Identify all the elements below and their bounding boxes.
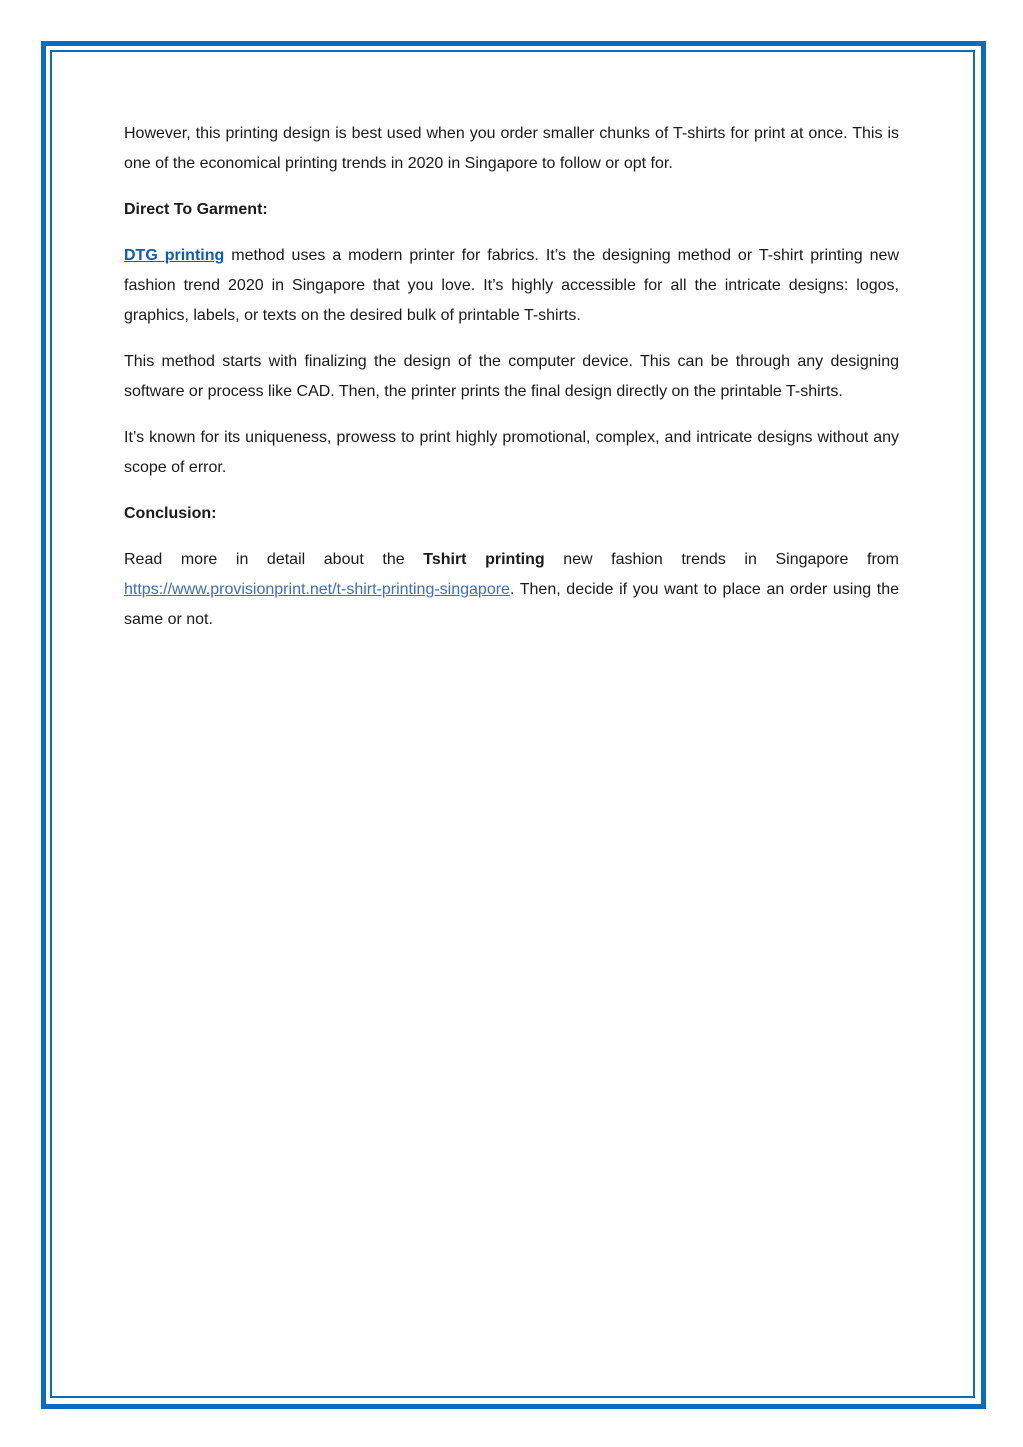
heading-conclusion: Conclusion: bbox=[124, 505, 217, 522]
dtg-printing-link[interactable]: DTG printing bbox=[124, 247, 225, 264]
provisionprint-url-link[interactable]: https://www.provisionprint.net/t-shirt-printing-singapore bbox=[124, 581, 510, 598]
heading-direct-to-garment: Direct To Garment: bbox=[124, 201, 268, 218]
paragraph-dtg-method bbox=[124, 241, 899, 331]
paragraph-conclusion bbox=[124, 545, 899, 635]
paragraph-method-process: This method starts with finalizing the design of the computer device. This can be through any designing software or process like CAD. Then, the printer prints the final design directly on the printable T-shirts. bbox=[124, 353, 899, 400]
paragraph-uniqueness: It’s known for its uniqueness, prowess to print highly promotional, complex, and intricate designs without any scope of error. bbox=[124, 429, 899, 476]
conclusion-text-end: . Then, decide if you want to place an order using the same or not. bbox=[124, 581, 899, 628]
tshirt-printing-bold: Tshirt printing bbox=[423, 551, 545, 568]
document-body bbox=[124, 119, 899, 651]
paragraph-printing-design: However, this printing design is best used when you order smaller chunks of T-shirts for print at once. This is one of the economical printing trends in 2020 in Singapore to follow or opt for. bbox=[124, 125, 899, 172]
conclusion-text-start: Read more in detail about the bbox=[124, 551, 424, 568]
paragraph-dtg-method-text: method uses a modern printer for fabrics. It’s the designing method or T-shirt printing new fashion trend 2020 in Singapore that you love. It’s highly accessible for all the intricate designs: logos, graphics, labels, or texts on the desired bulk of printable T-shirts. bbox=[124, 247, 900, 324]
conclusion-text-mid: new fashion trends in Singapore from bbox=[544, 551, 900, 568]
